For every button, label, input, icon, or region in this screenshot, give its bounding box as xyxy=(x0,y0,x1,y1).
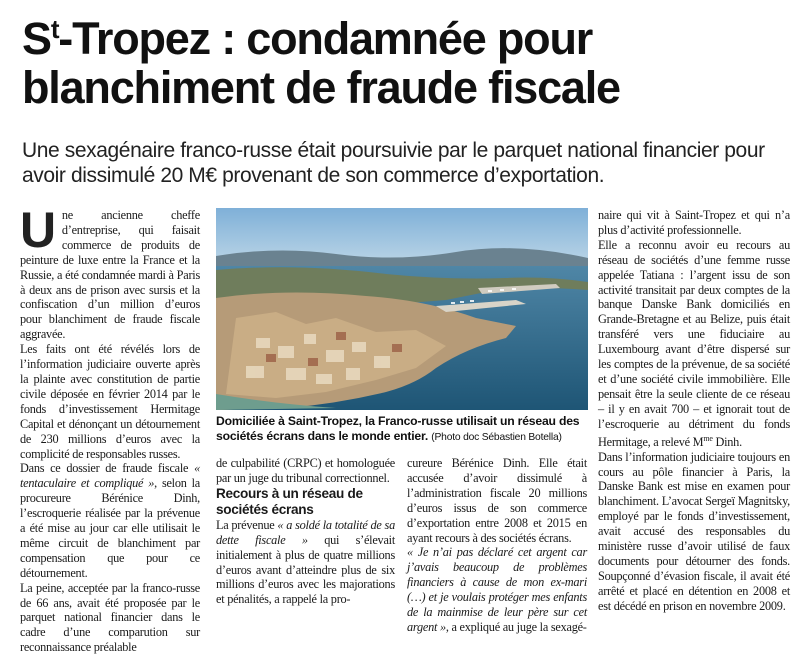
paragraph: Les faits ont été révélés lors de l’information judiciaire ouverte après la plainte avec constitution de partie civile déposée en février 2014 par le fonds d’investissement Hermitage Capital et dénonçant un détournement de 230 millions d’euros avec la complicité de responsables russes. xyxy=(20,342,200,461)
section-subheading: Recours à un réseau de sociétés écrans xyxy=(216,485,363,517)
headline: $S^t$-Tropez : condamnée pour blanchiment de fraude fiscale xyxy=(22,13,620,113)
paragraph: de culpabilité (CRPC) et homologuée par un juge du tribunal correctionnel. xyxy=(216,456,395,485)
article-column-1 xyxy=(20,202,200,655)
paragraph: cureure Bérénice Dinh. Elle était accusée d’avoir dissimulé à l’administration fiscale 20 millions d’euros issus de son commerce d’exportation entre 2008 et 2015 en ayant recours à des sociétés écrans. xyxy=(407,456,587,545)
photo-credit: (Photo doc Sébastien Botella) xyxy=(431,431,562,443)
paragraph: Une ancienne cheffe d’entreprise, qui faisait commerce de produits de peinture de luxe entre la France et la Russie, a été condamnée mardi à Paris à deux ans de prison avec sursis et la confiscation d’un million d’euros pour blanchiment de fraude fiscale aggravée. xyxy=(20,202,200,342)
paragraph: La prévenue « a soldé la totalité de sa dette fiscale » qui s’élevait initialement à plus de quatre millions d’euros avant d’atteindre plus de six millions d’euros avec les majorations et pénalités, a rappelé la pro- xyxy=(216,517,395,607)
paragraph: naire qui vit à Saint-Tropez et qui n’a plus d’activité professionnelle. xyxy=(598,208,790,237)
paragraph: Elle a reconnu avoir eu recours au réseau de sociétés d’une femme russe appelée Tatiana : l’argent issu de son activité transitait par deux comptes de la banque Danske Bank domiciliés en Grande-Bretagne et au Belize, puis était transféré vers une fiduciaire au Luxembourg avant d’être dispersé sur les comptes de la prévenue, de sa société et d’une société civile immobilière. Elle pensait être la seule cliente de ce réseau – il y en avait 700 – et ignorait tout de l’escroquerie au détriment du fonds Hermitage, a relevé $M^{me}$ Dinh. xyxy=(598,237,790,449)
paragraph: La peine, acceptée par la franco-russe de 66 ans, avait été proposée par le parquet national financier dans le cadre d’une comparution sur reconnaissance préalable xyxy=(20,580,200,655)
photo-caption xyxy=(216,414,588,445)
caption-text: Domiciliée à Saint-Tropez, la Franco-russe utilisait un réseau des sociétés écrans dans le monde entier. xyxy=(216,414,580,443)
paragraph: Dans ce dossier de fraude fiscale « tentaculaire et compliqué », selon la procureure Bérénice Dinh, l’escroquerie réalisée par la prévenue a été mise au jour car elle utilisait le même circuit de blanchiment par compensation que pour ce détournement. xyxy=(20,461,200,580)
saint-tropez-photo xyxy=(216,208,588,410)
article-column-4 xyxy=(598,208,790,614)
article-column-2 xyxy=(216,456,395,607)
paragraph: Dans l’information judiciaire toujours en cours au pôle financier à Paris, la Danske Bank est mise en examen pour blanchiment. L’avocat Sergeï Magnitsky, employé par le fonds d’investissement, avait accusé des responsables du ministère russe d’avoir utilisé de faux documents pour détourner des fonds. Soupçonné d’évasion fiscale, il avait été arrêté et placé en détention en 2008 et est décédé en prison en novembre 2009. xyxy=(598,449,790,613)
article-column-3 xyxy=(407,456,587,635)
standfirst: Une sexagénaire franco-russe était poursuivie par le parquet national financier pour avoir dissimulé 20 M€ provenant de son commerce d’exportation. xyxy=(22,139,765,187)
drop-cap: U xyxy=(20,202,56,258)
paragraph: « Je n’ai pas déclaré cet argent car j’avais beaucoup de problèmes financiers à cause de mon ex-mari (…) et je voulais protéger mes enfants de la mainmise de leur père sur cet argent », a expliqué au juge la sexagé- xyxy=(407,545,587,634)
